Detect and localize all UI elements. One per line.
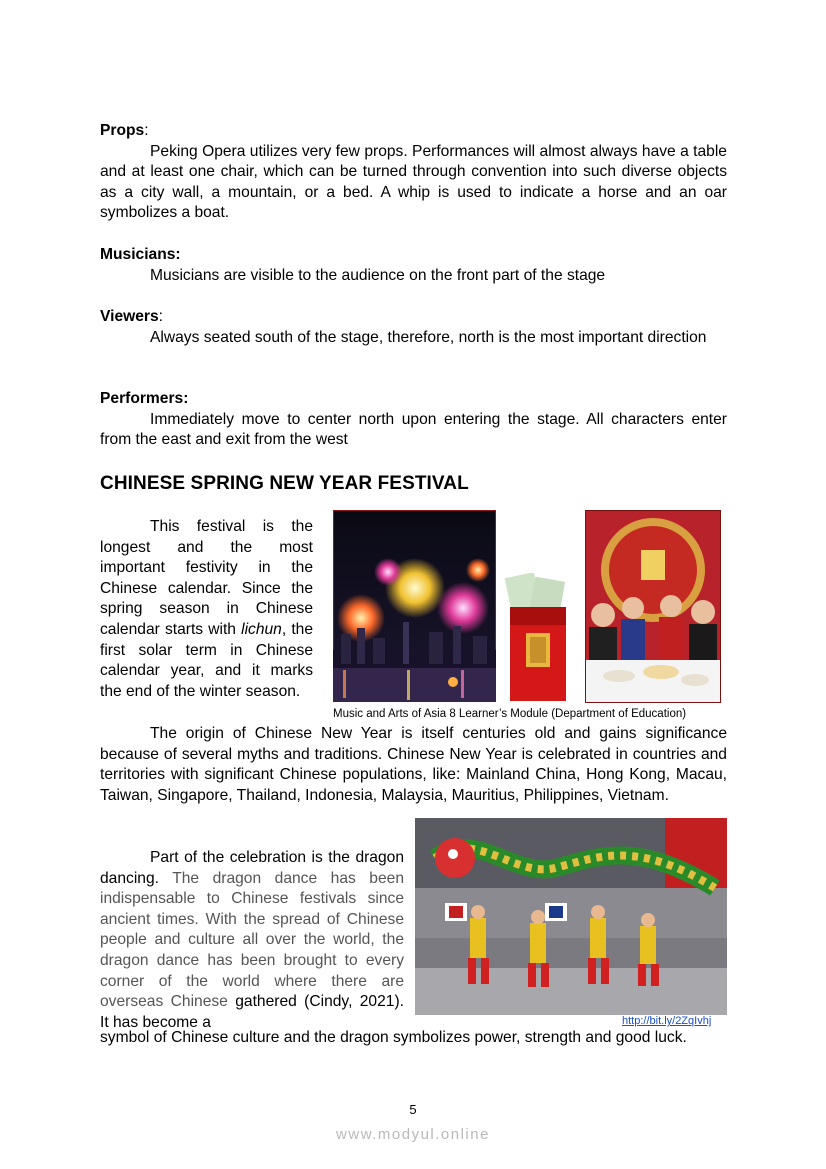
- footer-site: www.modyul.online: [336, 1126, 490, 1143]
- viewers-title: Viewers: [100, 308, 159, 325]
- red-envelope-image: [502, 573, 572, 703]
- props-text: Peking Opera utilizes very few props. Performances will almost always have a table and at least one chair, which can be turned through convention into such diverse objects as a city wall, a mountain, or a bed. A whip is used to indicate a horse and an oar symbolizes a boat.: [100, 142, 727, 222]
- dragon-source-link[interactable]: http://bit.ly/2ZqIvhj: [622, 1015, 712, 1027]
- dragon-text: Part of the celebration is the dragon dancing. The dragon dance has been indispensable to Chinese festivals since ancient times. With the spread of Chinese people and culture all over the world, the dragon dance has been brought to every corner of the world where there are overseas Chinese gathered (Cindy, 2021). It has become a: [100, 849, 404, 1031]
- festival-intro: This festival is the longest and the most important festivity in the Chinese calendar. Since the spring season in Chinese calendar starts with lichun, the first solar term in Chinese calendar year, and it marks the end of the winter season.: [100, 518, 314, 700]
- origin-text: The origin of Chinese New Year is itself centuries old and gains significance because of several myths and traditions. Chinese New Year is celebrated in countries and territories with significant Chinese populations, like: Mainland China, Hong Kong, Macau, Taiwan, Singapore, Thailand, Indonesia, Malaysia, Mauritius, Philippines, Vietnam.: [100, 725, 727, 804]
- props-section: Props: Peking Opera utilizes very few props. Performances will almost always have a table and at least one chair, which can be turned through convention into such diverse objects as a city wall, a mountain, or a bed. A whip is used to indicate a horse and an oar symbolizes a boat.: [100, 121, 727, 224]
- performers-title: Performers:: [100, 390, 189, 407]
- performers-section: [100, 389, 727, 451]
- musicians-section: [100, 245, 727, 286]
- viewers-text: Always seated south of the stage, therefore, north is the most important direction: [150, 328, 707, 346]
- musicians-text: Musicians are visible to the audience on the front part of the stage: [150, 266, 606, 284]
- festival-heading: CHINESE SPRING NEW YEAR FESTIVAL: [100, 473, 469, 494]
- image-caption: Music and Arts of Asia 8 Learner’s Module (Department of Education): [333, 708, 687, 720]
- dragon-dance-image: [415, 818, 727, 1015]
- fireworks-image: [333, 510, 496, 702]
- family-dinner-image: [585, 510, 721, 703]
- props-title: Props: [100, 122, 145, 139]
- musicians-title: Musicians:: [100, 246, 181, 263]
- performers-text: Immediately move to center north upon entering the stage. All characters enter from the east and exit from the west: [100, 410, 727, 449]
- viewers-section: Viewers: Always seated south of the stage, therefore, north is the most important direction: [100, 307, 727, 348]
- page-number: 5: [409, 1102, 417, 1117]
- dragon-final-line: symbol of Chinese culture and the dragon symbolizes power, strength and good luck.: [100, 1029, 687, 1046]
